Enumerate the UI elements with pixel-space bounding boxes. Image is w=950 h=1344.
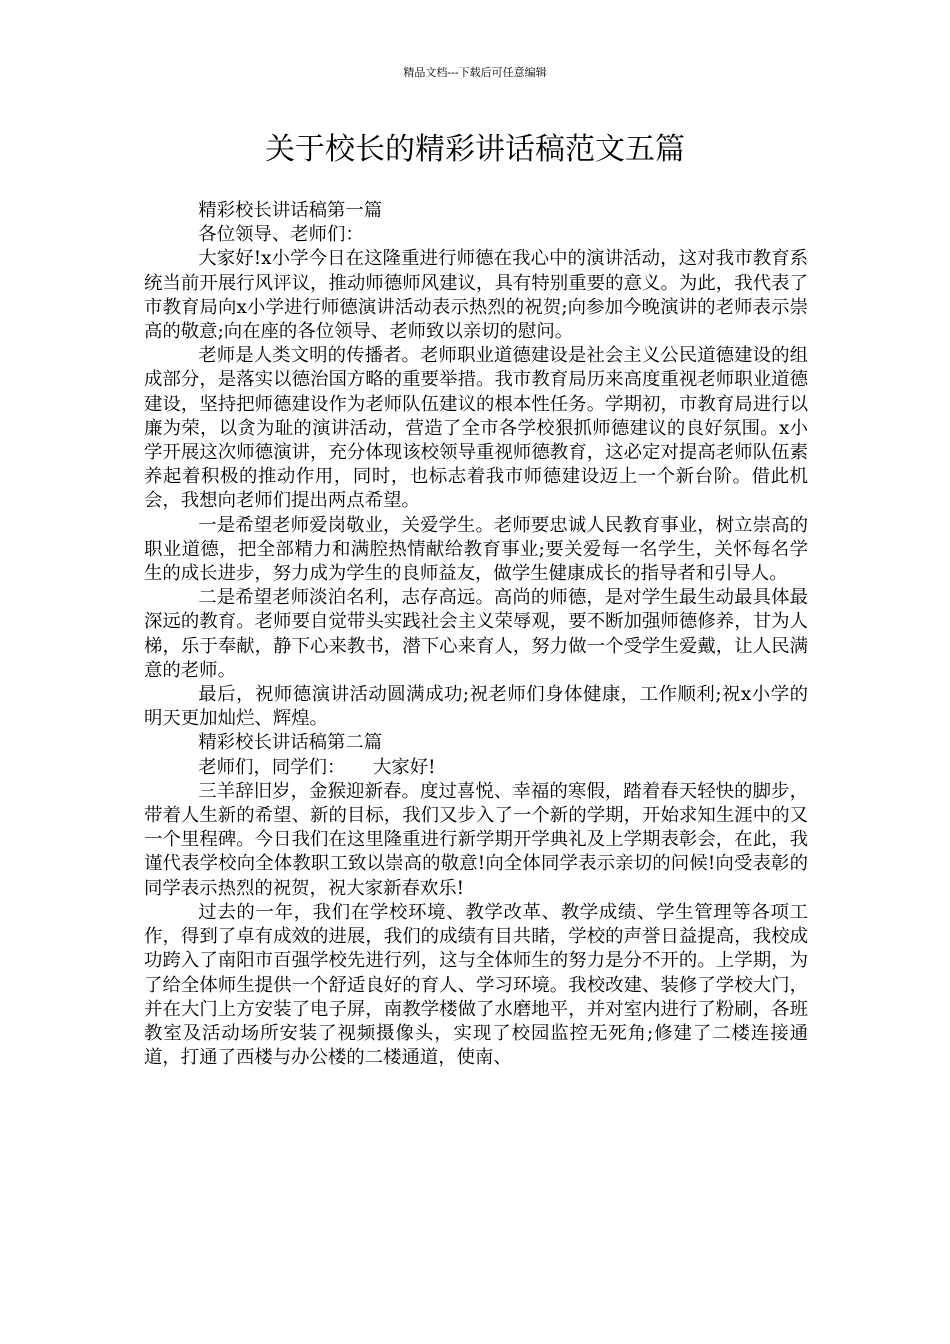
paragraph: 大家好!x小学今日在这隆重进行师德在我心中的演讲活动，这对我市教育系统当前开展行风评议，推动师德师风建议，具有特别重要的意义。为此，我代表了市教育局向x小学进行师德演讲活动表示热烈的祝贺;向参加今晚演讲的老师表示崇高的敬意;向在座的各位领导、老师致以亲切的慰问。 [144,248,808,343]
paragraph: 二是希望老师淡泊名利，志存高远。高尚的师德，是对学生最生动最具体最深远的教育。老师要自觉带头实践社会主义荣辱观，要不断加强师德修养，甘为人梯，乐于奉献，静下心来教书，潜下心来育人，努力做一个受学生爱戴，让人民满意的老师。 [144,587,808,681]
section-heading-2: 精彩校长讲话稿第二篇 [198,732,383,754]
paragraph: 最后，祝师德演讲活动圆满成功;祝老师们身体健康，工作顺利;祝x小学的明天更加灿烂、辉煌。 [144,684,808,730]
paragraph: 三羊辞旧岁，金猴迎新春。度过喜悦、幸福的寒假，踏着春天轻快的脚步，带着人生新的希望、新的目标，我们又步入了一个新的学期，开始求知生涯中的又一个里程碑。今日我们在这里隆重进行新学期开学典礼及上学期表彰会，在此，我谨代表学校向全体教职工致以崇高的敬意!向全体同学表示亲切的问候!向受表彰的同学表示热烈的祝贺，祝大家新春欢乐! [144,780,808,899]
page-header-note: 精品文档---下载后可任意编辑 [403,66,547,79]
paragraph: 老师是人类文明的传播者。老师职业道德建设是社会主义公民道德建设的组成部分，是落实以德治国方略的重要举措。我市教育局历来高度重视老师职业道德建设，坚持把师德建设作为老师队伍建议的根本性任务。学期初，市教育局进行以廉为荣，以贪为耻的演讲活动，营造了全市各学校狠抓师德建议的良好氛围。x小学开展这次师德演讲，充分体现该校领导重视师德教育，这必定对提高老师队伍素养起着积极的推动作用，同时，也标志着我市师德建设迈上一个新台阶。借此机会，我想向老师们提出两点希望。 [144,345,808,512]
salutation-1: 各位领导、老师们： [198,224,364,246]
document-title: 关于校长的精彩讲话稿范文五篇 [265,132,685,167]
paragraph: 过去的一年，我们在学校环境、教学改革、教学成绩、学生管理等各项工作，得到了卓有成效的进展，我们的成绩有目共睹，学校的声誉日益提高，我校成功跨入了南阳市百强学校先进行列，这与全体师生的努力是分不开的。上学期，为了给全体师生提供一个舒适良好的育人、学习环境。我校改建、装修了学校大门，并在大门上方安装了电子屏，南教学楼做了水磨地平，并对室内进行了粉刷，各班教室及活动场所安装了视频摄像头，实现了校园监控无死角;修建了二楼连接通道，打通了西楼与办公楼的二楼通道，使南、 [144,901,808,1069]
section-heading-1: 精彩校长讲话稿第一篇 [198,200,383,221]
document-body [144,199,808,1070]
salutation-2: 老师们，同学们： 大家好! [198,756,436,778]
paragraph: 一是希望老师爱岗敬业，关爱学生。老师要忠诚人民教育事业，树立崇高的职业道德，把全部精力和满腔热情献给教育事业;要关爱每一名学生，关怀每名学生的成长进步，努力成为学生的良师益友，做学生健康成长的指导者和引导人。 [144,514,808,585]
